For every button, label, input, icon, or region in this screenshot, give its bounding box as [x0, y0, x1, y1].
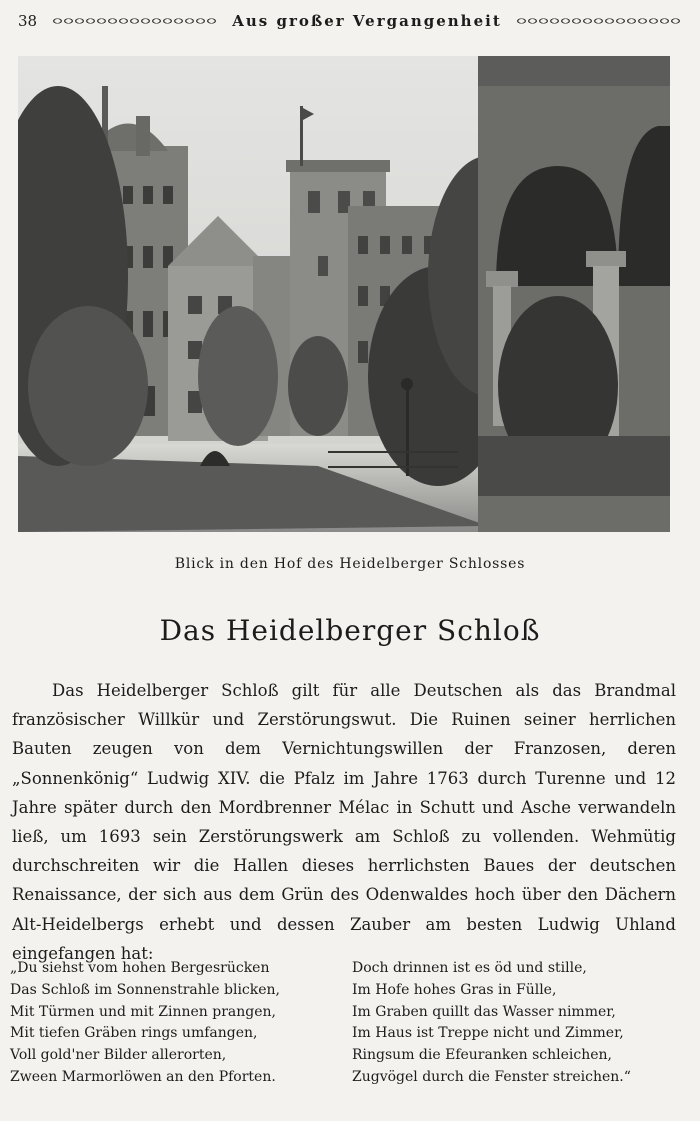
photo-caption: Blick in den Hof des Heidelberger Schlosses: [174, 556, 526, 572]
castle-illustration: [18, 56, 670, 532]
article-body: [12, 676, 676, 968]
castle-courtyard-photo: [18, 56, 670, 532]
poem-line: Im Hofe hohes Gras in Fülle,: [352, 981, 557, 998]
poem-line: Im Haus ist Treppe nicht und Zimmer,: [352, 1025, 624, 1042]
poem-line: Im Graben quillt das Wasser nimmer,: [352, 1003, 616, 1020]
ornament-right: [516, 15, 682, 27]
poem-line: Zugvögel durch die Fenster streichen.“: [352, 1068, 631, 1085]
poem-line: Voll gold'ner Bilder allerorten,: [10, 1047, 227, 1064]
page-number: 38: [18, 12, 38, 30]
poem-line: Zween Marmorlöwen an den Pforten.: [10, 1068, 276, 1085]
poem-line: „Du siehst vom hohen Bergesrücken: [10, 960, 270, 976]
running-title: Aus großer Vergangenheit: [232, 12, 502, 30]
poem-line: Ringsum die Efeuranken schleichen,: [352, 1047, 612, 1064]
page-header: [18, 8, 682, 34]
poem-line: Das Schloß im Sonnenstrahle blicken,: [10, 981, 280, 998]
poem-line: Mit tiefen Gräben rings umfangen,: [10, 1025, 258, 1042]
ornament-left: [52, 15, 218, 27]
poem-line: Mit Türmen und mit Zinnen prangen,: [10, 1003, 276, 1020]
poem-line: Doch drinnen ist es öd und stille,: [352, 960, 587, 976]
article-title: Das Heidelberger Schloß: [159, 614, 541, 647]
poem-column-left: [10, 958, 340, 1089]
poem-column-right: [352, 958, 682, 1089]
article-paragraph: Das Heidelberger Schloß gilt für alle Deutschen als das Brandmal französischer Willkür und Zerstörungswut. Die Ruinen seiner herrlichen Bauten zeugen von dem Vernichtungswillen der Franzosen, deren „Sonnenkönig“ Ludwig XIV. die Pfalz im Jahre 1763 durch Turenne und 12 Jahre später durch den Mordbrenner Mélac in Schutt und Asche verwandeln ließ, um 1693 sein Zerstörungswerk am Schloß zu vollenden. Wehmütig durchschreiten wir die Hallen dieses herrlichsten Baues der deutschen Renaissance, der sich aus dem Grün des Odenwaldes hoch über den Dächern Alt-Heidelbergs erhebt und dessen Zauber am besten Ludwig Uhland eingefangen hat:: [12, 681, 676, 963]
